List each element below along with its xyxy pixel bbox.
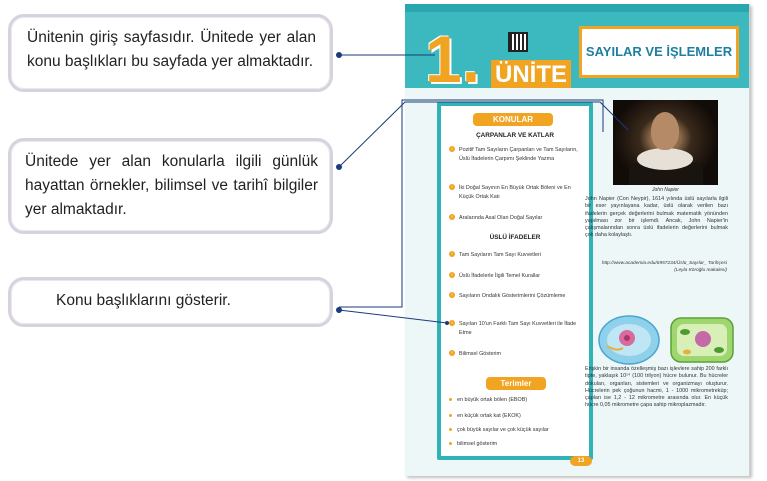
unit-word: ÜNİTE <box>495 61 567 88</box>
cell-paragraph: Erişkin bir insanda özelleşmiş bazı işlevlere sahip 200 farklı tipte, yaklaşık 10¹⁴ (100 trilyon) hücre bulunur. Bu hücreler dokuları, organları, sistemleri ve organizmayı oluşturur. Hücrelerin pek çoğunun hacmi, 1 - 1000 mikrometreküp; çapları ise 1,2 - 12 mikrometre arasında olur. En küçük hücre 0,05 mikrometre çapa sahip mikroplazmadır. <box>585 366 728 409</box>
bullet-icon: › <box>449 214 455 220</box>
topic-item: › Pozitif Tam Sayıların Çarpanları ve Tam Sayıların, Üslü İfadelerin Çarpımı Şeklinde Yazma <box>449 146 583 164</box>
bullet-icon: › <box>449 320 455 326</box>
callout-topic-headings-text: Konu başlıklarını gösterir. <box>56 292 231 309</box>
bullet-icon: › <box>449 292 455 298</box>
page-number: 13 <box>570 456 592 466</box>
callout-examples <box>8 138 333 234</box>
term-item: çok büyük sayılar ve çok küçük sayılar <box>449 426 583 434</box>
topics-panel <box>437 102 593 460</box>
callout-unit-intro <box>8 14 333 92</box>
connector-dot <box>336 52 342 58</box>
callout-topic-headings <box>8 277 333 327</box>
topic-item: › Aralarında Asal Olan Doğal Sayılar <box>449 214 583 223</box>
section-heading-factors: ÇARPANLAR VE KATLAR <box>476 132 554 139</box>
topic-item: › Bilimsel Gösterim <box>449 350 583 359</box>
connector-dot <box>336 164 342 170</box>
bullet-icon: › <box>449 272 455 278</box>
term-item: en büyük ortak bölen (EBOB) <box>449 396 583 404</box>
unit-title-box <box>579 26 739 78</box>
topic-item: › Üslü İfadelerle İlgili Temel Kurallar <box>449 272 583 281</box>
terms-heading: Terimler <box>486 377 546 390</box>
source-citation: http://www.academia.edu/6957234/Üslü_Sayılar_ Tarihçesi (Leyla Köroğlu makalesi) <box>601 261 727 273</box>
bullet-icon: › <box>449 146 455 152</box>
bullet-icon: › <box>449 350 455 356</box>
qr-code-icon <box>508 32 528 52</box>
callout-unit-intro-text: Ünitenin giriş sayfasıdır. Ünitede yer alan konu başlıkları bu sayfada yer almaktadır. <box>27 29 316 70</box>
napier-paragraph: John Napier (Con Neypir), 1614 yılında üslü sayılarla ilgili bir eser yayınlayana kadar, üslü olarak verilen bazı ifadelerin gerçek değerlerini bulmak matematik yönünden yapılması zor bir işlemdi. Ancak, John Napier'in çalışmalarından sonra üslü ifadelerin değerlerini bulmak çok daha kolaylaştı. <box>585 196 728 239</box>
topic-item: › Tam Sayıların Tam Sayı Kuvvetleri <box>449 251 583 260</box>
bullet-icon: › <box>449 251 455 257</box>
topic-item: › Sayıları 10'un Farklı Tam Sayı Kuvvetleri ile İfade Etme <box>449 320 583 338</box>
callout-examples-text: Ünitede yer alan konularla ilgili günlük hayattan örnekler, bilimsel ve tarihî bilgiler yer almaktadır. <box>25 153 318 218</box>
bullet-icon: › <box>449 184 455 190</box>
unit-title: SAYILAR VE İŞLEMLER <box>585 44 733 59</box>
unit-word-box <box>491 60 571 88</box>
unit-number: 1. <box>425 22 481 96</box>
section-heading-exponents: ÜSLÜ İFADELER <box>489 234 541 241</box>
term-item: en küçük ortak kat (EKOK) <box>449 412 583 420</box>
john-napier-portrait <box>613 100 718 185</box>
topic-item: › İki Doğal Sayının En Büyük Ortak Böleni ve En Küçük Ortak Katı <box>449 184 583 202</box>
connector-dot <box>336 307 342 313</box>
textbook-page <box>405 4 750 476</box>
portrait-caption: John Napier <box>652 187 679 193</box>
term-item: bilimsel gösterim <box>449 440 583 448</box>
topic-item: › Sayıların Ondalık Gösterimlerini Çözümleme <box>449 292 583 301</box>
cell-illustration <box>593 312 743 367</box>
topics-heading: KONULAR <box>473 113 553 126</box>
